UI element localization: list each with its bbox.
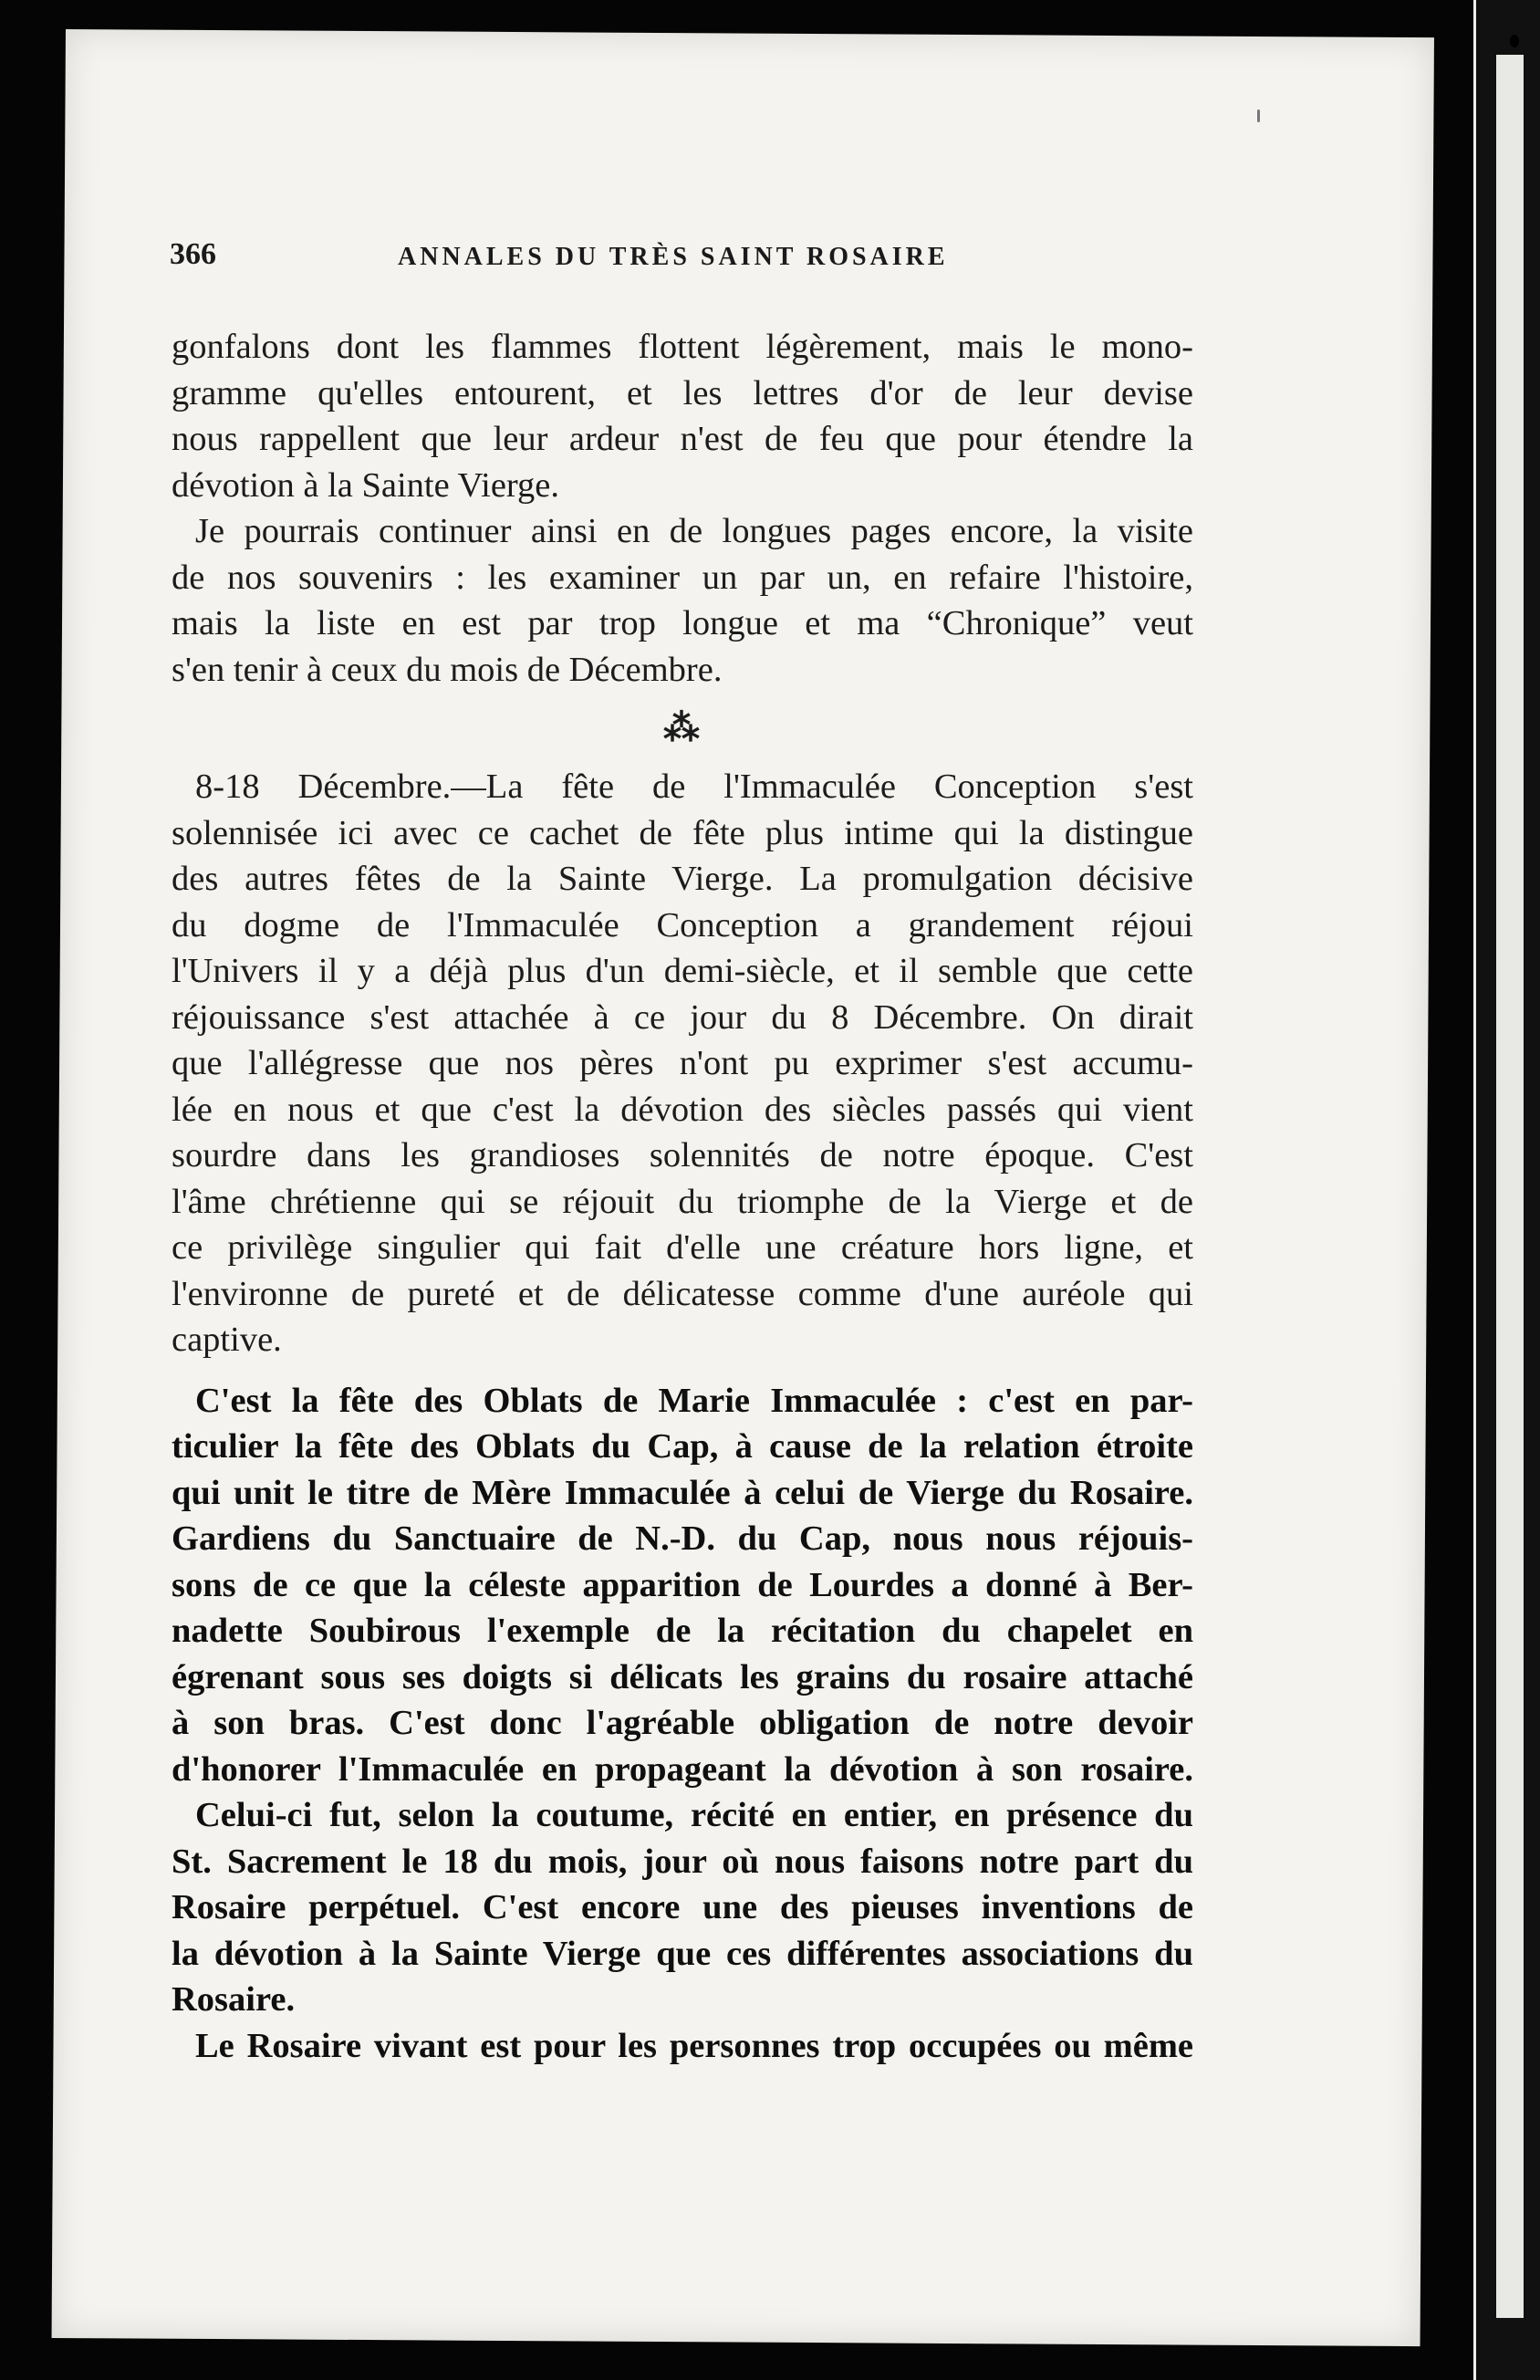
text-line: à son bras. C'est donc l'agréable obligation de notre devoir	[172, 1704, 1193, 1742]
adjacent-page-edge	[1473, 0, 1540, 2380]
text-line: l'âme chrétienne qui se réjouit du triomphe de la Vierge et de	[172, 1182, 1193, 1221]
text-line: 8-18 Décembre.—La fête de l'Immaculée Conception s'est	[195, 767, 1193, 806]
text-line: ce privilège singulier qui fait d'elle une créature hors ligne, et	[172, 1228, 1193, 1267]
text-line: la dévotion à la Sainte Vierge que ces différentes associations du	[172, 1934, 1193, 1973]
ink-speck	[1257, 110, 1260, 122]
text-line: C'est la fête des Oblats de Marie Immaculée : c'est en par-	[195, 1381, 1193, 1420]
section-asterism: ⁂	[663, 707, 702, 748]
text-line: l'environne de pureté et de délicatesse comme d'une auréole qui	[172, 1274, 1193, 1313]
text-line: Celui-ci fut, selon la coutume, récité en entier, en présence du	[195, 1796, 1193, 1834]
text-line: s'en tenir à ceux du mois de Décembre.	[172, 650, 723, 689]
text-line: gramme qu'elles entourent, et les lettres d'or de leur devise	[172, 373, 1193, 412]
text-line: Rosaire.	[172, 1980, 296, 2019]
text-line: lée en nous et que c'est la dévotion des siècles passés qui vient	[172, 1090, 1193, 1129]
text-line: qui unit le titre de Mère Immaculée à celui de Vierge du Rosaire.	[172, 1473, 1193, 1512]
text-line: sons de ce que la céleste apparition de Lourdes a donné à Ber-	[172, 1565, 1193, 1604]
text-line: égrenant sous ses doigts si délicats les grains du rosaire attaché	[172, 1657, 1193, 1696]
text-line: Gardiens du Sanctuaire de N.-D. du Cap, nous nous réjouis-	[172, 1519, 1193, 1558]
text-line: dévotion à la Sainte Vierge.	[172, 465, 560, 505]
text-line: réjouissance s'est attachée à ce jour du 8 Décembre. On dirait	[172, 997, 1193, 1037]
text-line: St. Sacrement le 18 du mois, jour où nous faisons notre part du	[172, 1842, 1193, 1881]
text-line: nous rappellent que leur ardeur n'est de feu que pour étendre la	[172, 420, 1193, 458]
adjacent-page-strip	[1496, 55, 1524, 2318]
text-line: ticulier la fête des Oblats du Cap, à cause de la relation étroite	[172, 1427, 1193, 1466]
text-line: du dogme de l'Immaculée Conception a grandement réjoui	[172, 905, 1193, 945]
page-header	[170, 237, 1137, 292]
body-text	[172, 324, 1193, 2069]
page-number: 366	[170, 237, 216, 271]
running-title: ANNALES DU TRÈS SAINT ROSAIRE	[398, 243, 949, 271]
text-line: gonfalons dont les flammes flottent légèrement, mais le mono-	[172, 328, 1193, 366]
ink-speck	[1510, 35, 1519, 47]
text-line: mais la liste en est par trop longue et ma “Chronique” veut	[172, 604, 1193, 642]
text-line: Rosaire perpétuel. C'est encore une des pieuses inventions de	[172, 1888, 1193, 1926]
text-line: l'Univers il y a déjà plus d'un demi-siècle, et il semble que cette	[172, 952, 1193, 990]
text-line: solennisée ici avec ce cachet de fête plus intime qui la distingue	[172, 813, 1193, 852]
text-line: d'honorer l'Immaculée en propageant la dévotion à son rosaire.	[172, 1749, 1193, 1789]
text-line: que l'allégresse que nos pères n'ont pu exprimer s'est accumu-	[172, 1044, 1193, 1082]
text-line: sourdre dans les grandioses solennités de notre époque. C'est	[172, 1136, 1193, 1174]
text-line: nadette Soubirous l'exemple de la récitation du chapelet en	[172, 1612, 1193, 1650]
text-line: des autres fêtes de la Sainte Vierge. La promulgation décisive	[172, 860, 1193, 898]
paragraph-gap	[172, 1363, 1193, 1378]
text-line: de nos souvenirs : les examiner un par un, en refaire l'histoire,	[172, 558, 1193, 597]
text-line: Le Rosaire vivant est pour les personnes trop occupées ou même	[195, 2026, 1193, 2065]
text-line: Je pourrais continuer ainsi en de longues pages encore, la visite	[195, 512, 1193, 550]
text-line: captive.	[172, 1320, 282, 1359]
